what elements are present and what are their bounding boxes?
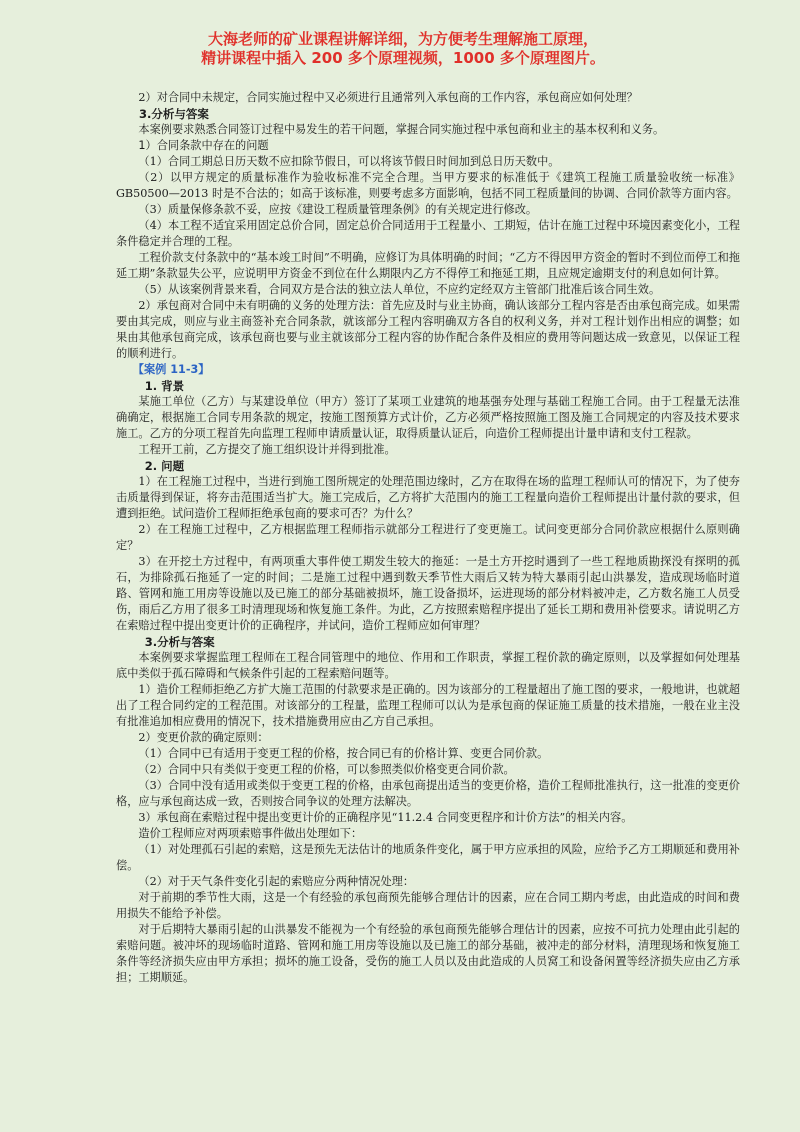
paragraph: 2）变更价款的确定原则： bbox=[138, 731, 269, 744]
paragraph: 1）合同条款中存在的问题 bbox=[138, 139, 269, 152]
paragraph: 对于前期的季节性大雨，这是一个有经验的承包商预先能够合理估计的因素，应在合同工期内考虑，由此造成的时间和费用损失不能给予补偿。 bbox=[116, 891, 740, 920]
paragraph: 本案例要求掌握监理工程师在工程合同管理中的地位、作用和工作职责，掌握工程价款的确定原则，以及掌握如何处理基底中类似于孤石障碍和气候条件引起的工程索赔问题等。 bbox=[116, 651, 740, 680]
paragraph: （3）合同中没有适用或类似于变更工程的价格，由承包商提出适当的变更价格，造价工程师批准执行，这一批准的变更价格，应与承包商达成一致，否则按合同争议的处理方法解决。 bbox=[116, 779, 740, 808]
paragraph: （1）合同工期总日历天数不应扣除节假日，可以将该节假日时间加到总日历天数中。 bbox=[138, 155, 560, 168]
promo-line-1: 大海老师的矿业课程讲解详细，为方便考生理解施工原理， bbox=[207, 30, 598, 48]
paragraph: 工程价款支付条款中的“基本竣工时间”不明确，应修订为具体明确的时间；“乙方不得因甲方资金的暂时不到位而停工和拖延工期”条款显失公平，应说明甲方资金不到位在什么期限内乙方不得停工和拖延工期，且应规定逾期支付的利息如何计算。 bbox=[116, 251, 740, 280]
paragraph: （1）对处理孤石引起的索赔，这是预先无法估计的地质条件变化，属于甲方应承担的风险，应给予乙方工期顺延和费用补偿。 bbox=[116, 843, 740, 872]
case-title: 【案例 11-3】 bbox=[132, 363, 210, 376]
section-heading: 3.分析与答案 bbox=[139, 107, 209, 121]
paragraph: （2）对于天气条件变化引起的索赔应分两种情况处理： bbox=[138, 875, 415, 888]
paragraph: 某施工单位（乙方）与某建设单位（甲方）签订了某项工业建筑的地基强夯处理与基础工程施工合同。由于工程量无法准确确定，根据施工合同专用条款的规定，按施工图预算方式计价，乙方必须严格按照施工图及施工合同规定的内容及技术要求施工。乙方的分项工程首先向监理工程师申请质量认证，取得质量认证后，向造价工程师提出计量申请和支付工程款。 bbox=[116, 395, 740, 440]
promo-line-2: 精讲课程中插入 200 多个原理视频，1000 多个原理图片。 bbox=[201, 49, 605, 67]
paragraph: 2）对合同中未规定，合同实施过程中又必须进行且通常列入承包商的工作内容，承包商应如何处理？ bbox=[138, 91, 638, 104]
paragraph: 3）在开挖土方过程中，有两项重大事件使工期发生较大的拖延：一是土方开挖时遇到了一些工程地质勘探没有探明的孤石，为排除孤石拖延了一定的时间；二是施工过程中遇到数天季节性大雨后又转为特大暴雨引起山洪暴发，造成现场临时道路、管网和施工用房等设施以及已施工的部分基础被损坏，施工设备损坏，运进现场的部分材料被冲走，乙方数名施工人员受伤，雨后乙方用了很多工时清理现场和恢复施工条件。为此，乙方按照索赔程序提出了延长工期和费用补偿要求。请说明乙方在索赔过程中提出变更计价的正确程序，并试问，造价工程师应如何审理？ bbox=[116, 555, 740, 632]
promo-header bbox=[66, 30, 740, 68]
paragraph: （3）质量保修条款不妥，应按《建设工程质量管理条例》的有关规定进行修改。 bbox=[138, 203, 538, 216]
paragraph: 工程开工前，乙方提交了施工组织设计并得到批准。 bbox=[138, 443, 396, 456]
paragraph: 1）造价工程师拒绝乙方扩大施工范围的付款要求是正确的。因为该部分的工程量超出了施工图的要求，一般地讲，也就超出了工程合同约定的工程范围。对该部分的工程量，监理工程师可以认为是承包商的保证施工质量的技术措施，一般在业主没有批准追加相应费用的情况下，技术措施费用应由乙方自己承担。 bbox=[116, 683, 740, 728]
section-heading: 1. 背景 bbox=[144, 379, 185, 393]
paragraph: 2）承包商对合同中未有明确的义务的处理方法：首先应及时与业主协商，确认该部分工程内容是否由承包商完成。如果需要由其完成，则应与业主商签补充合同条款，就该部分工程内容明确双方各自的权利义务，并对工程计划作出相应的调整；如果由其他承包商完成，该承包商也要与业主就该部分工程内容的协作配合条件及相应的费用等问题达成一致意见，以保证工程的顺利进行。 bbox=[116, 299, 740, 360]
paragraph: （2）以甲方规定的质量标准作为验收标准不完全合理。当甲方要求的标准低于《建筑工程施工质量验收统一标准》GB50500—2013 时是不合法的；如高于该标准，则要考虑多方面影响，包括不同工程质量间的协调、合同价款等方面内容。 bbox=[116, 171, 740, 200]
paragraph: 3）承包商在索赔过程中提出变更计价的正确程序见“11.2.4 合同变更程序和计价方法”的相关内容。 bbox=[138, 811, 633, 824]
document-body bbox=[116, 90, 740, 986]
paragraph: 对于后期特大暴雨引起的山洪暴发不能视为一个有经验的承包商预先能够合理估计的因素，应按不可抗力处理由此引起的索赔问题。被冲坏的现场临时道路、管网和施工用房等设施以及已施工的部分基础，被冲走的部分材料，清理现场和恢复施工条件等经济损失应由甲方承担；损坏的施工设备，受伤的施工人员以及由此造成的人员窝工和设备闲置等经济损失应由乙方承担；工期顺延。 bbox=[116, 923, 740, 984]
paragraph: 1）在工程施工过程中，当进行到施工图所规定的处理范围边缘时，乙方在取得在场的监理工程师认可的情况下，为了使夯击质量得到保证，将夯击范围适当扩大。施工完成后，乙方将扩大范围内的施工工程量向造价工程师提出计量付款的要求，但遭到拒绝。试问造价工程师拒绝承包商的要求可否？为什么？ bbox=[116, 475, 740, 520]
paragraph: （4）本工程不适宜采用固定总价合同，固定总价合同适用于工程量小、工期短，估计在施工过程中环境因素变化小，工程条件稳定并合理的工程。 bbox=[116, 219, 740, 248]
section-heading: 3.分析与答案 bbox=[144, 635, 215, 649]
paragraph: 本案例要求熟悉合同签订过程中易发生的若干问题，掌握合同实施过程中承包商和业主的基本权利和义务。 bbox=[138, 123, 665, 136]
paragraph: 2）在工程施工过程中，乙方根据监理工程师指示就部分工程进行了变更施工。试问变更部分合同价款应根据什么原则确定？ bbox=[116, 523, 740, 552]
section-heading: 2. 问题 bbox=[144, 459, 185, 473]
paragraph: 造价工程师应对两项索赔事件做出处理如下： bbox=[138, 827, 363, 840]
paragraph: （5）从该案例背景来看，合同双方是合法的独立法人单位，不应约定经双方主管部门批准后该合同生效。 bbox=[138, 283, 661, 296]
paragraph: （1）合同中已有适用于变更工程的价格，按合同已有的价格计算、变更合同价款。 bbox=[138, 747, 549, 760]
paragraph: （2）合同中只有类似于变更工程的价格，可以参照类似价格变更合同价款。 bbox=[138, 763, 515, 776]
